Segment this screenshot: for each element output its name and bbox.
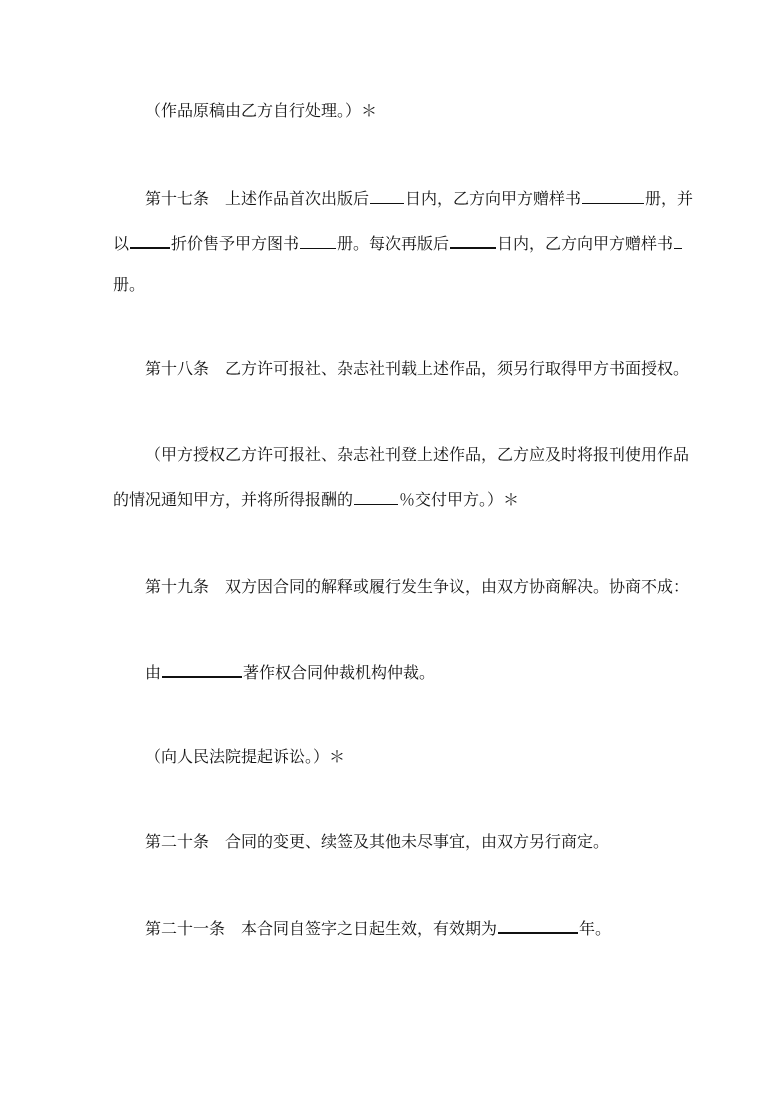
article-21-text: 第二十一条 本合同自签字之日起生效，有效期为 xyxy=(145,919,498,938)
article-17-text: 折价售予甲方图书 xyxy=(171,234,300,253)
court-option: （向人民法院提起诉讼。）＊ xyxy=(145,747,346,766)
blank-field xyxy=(162,659,242,678)
blank-field xyxy=(498,915,578,934)
article-17-text: 册，并 xyxy=(645,189,694,208)
blank-field xyxy=(674,231,682,249)
blank-field xyxy=(354,487,398,505)
blank-field xyxy=(300,231,336,249)
paragraph-original-manuscript: （作品原稿由乙方自行处理。）＊ xyxy=(145,101,378,120)
article-18-note-line-2 xyxy=(113,487,519,512)
article-17-text: 以 xyxy=(113,234,130,253)
arbitration-line xyxy=(145,659,435,685)
article-17-text: 册。每次再版后 xyxy=(337,234,450,253)
article-18-note-text: ％交付甲方。）＊ xyxy=(399,490,520,509)
article-17-text: 日内，乙方向甲方赠样书 xyxy=(405,189,582,208)
article-21 xyxy=(145,915,611,941)
article-18: 第十八条 乙方许可报社、杂志社刊载上述作品，须另行取得甲方书面授权。 xyxy=(145,359,690,378)
article-21-text: 年。 xyxy=(579,919,612,938)
article-18-note-text: 的情况通知甲方，并将所得报酬的 xyxy=(113,490,354,509)
arbitration-text: 著作权合同仲裁机构仲裁。 xyxy=(243,663,436,682)
article-17-line-2 xyxy=(113,230,683,256)
article-17-text: 第十七条 上述作品首次出版后 xyxy=(145,189,370,208)
article-17-line-1 xyxy=(145,186,693,211)
blank-field xyxy=(582,186,644,204)
blank-field xyxy=(450,230,496,249)
article-17-line-3: 册。 xyxy=(113,275,146,294)
blank-field xyxy=(130,230,170,249)
article-18-note-line-1: （甲方授权乙方许可报社、杂志社刊登上述作品，乙方应及时将报刊使用作品 xyxy=(145,445,690,464)
article-20: 第二十条 合同的变更、续签及其他未尽事宜，由双方另行商定。 xyxy=(145,832,610,851)
article-19: 第十九条 双方因合同的解释或履行发生争议，由双方协商解决。协商不成： xyxy=(145,577,690,596)
arbitration-text: 由 xyxy=(145,663,162,682)
article-17-text: 日内，乙方向甲方赠样书 xyxy=(497,234,674,253)
blank-field xyxy=(370,186,404,204)
